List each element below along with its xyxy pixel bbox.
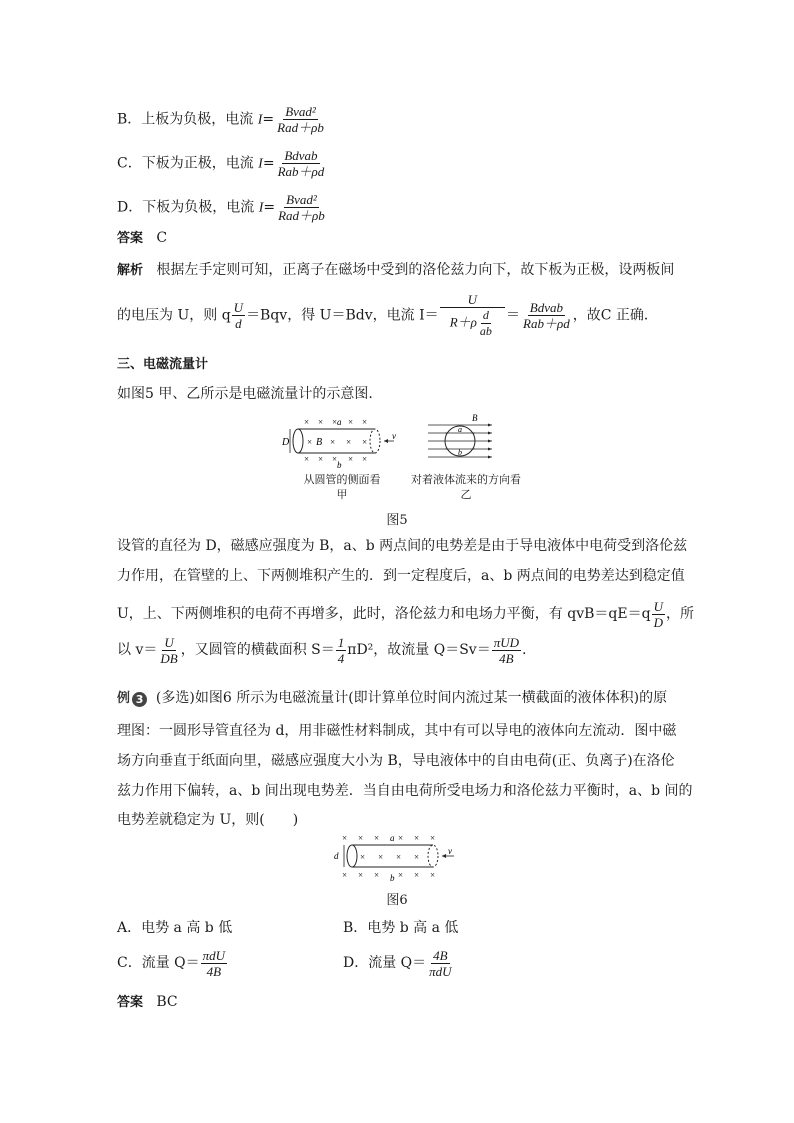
example3-line-5: 电势差就稳定为 U，则( )	[117, 812, 299, 828]
figure-5	[282, 413, 522, 475]
option-c: C．下板为正极，电流 I= $\frac{\text{Bdvab}}{\text{Rab＋ρd}}$	[117, 148, 325, 179]
fig5-label: 图5	[386, 513, 408, 528]
svg-text:×: ×	[332, 417, 338, 427]
svg-text:×: ×	[348, 417, 354, 427]
fig5-side-view	[282, 417, 396, 470]
svg-text:b: b	[390, 873, 395, 883]
svg-text:×: ×	[374, 870, 380, 880]
svg-text:×: ×	[360, 852, 366, 862]
svg-text:×: ×	[342, 833, 348, 843]
svg-text:×: ×	[430, 833, 436, 843]
svg-text:a: a	[458, 425, 462, 434]
example-badge: 例 3	[117, 689, 147, 709]
svg-text:×: ×	[362, 417, 368, 427]
fig5-right-sub: 乙	[460, 488, 472, 501]
svg-text:×: ×	[396, 852, 402, 862]
fig6-label: 图6	[386, 893, 408, 908]
option2-c: C．流量 Q＝ $\frac{\text{πdU}}{4B}$	[117, 947, 226, 979]
svg-text:×: ×	[358, 870, 364, 880]
answer-2: 答案 BC	[117, 994, 178, 1010]
example3-line-1: 例 3 (多选)如图6 所示为电磁流量计(即计算单位时间内流过某一横截面的液体体积)的原	[117, 688, 667, 709]
analysis-line-1: 解析 根据左手定则可知，正离子在磁场中受到的洛伦兹力向下，故下板为正极，设两板间	[117, 262, 675, 278]
fig5-left-caption: 从圆管的侧面看	[303, 473, 381, 486]
fig5-a-label: a	[337, 417, 342, 427]
option2-a: A．电势 a 高 b 低	[117, 920, 233, 936]
example3-line-3: 场方向垂直于纸面向里，磁感应强度大小为 B，导电液体中的自由电荷(正、负离子)在洛伦	[117, 753, 675, 769]
svg-text:×: ×	[374, 833, 380, 843]
svg-text:B: B	[472, 413, 478, 423]
svg-text:×: ×	[304, 454, 310, 464]
svg-text:×: ×	[342, 870, 348, 880]
example3-line-4: 兹力作用下偏转，a、b 间出现电势差．当自由电荷所受电场力和洛伦兹力平衡时，a、b 间的	[117, 783, 693, 799]
svg-text:×: ×	[358, 833, 364, 843]
svg-text:×: ×	[348, 454, 354, 464]
example-number-icon: 3	[132, 692, 147, 707]
svg-text:×: ×	[398, 833, 404, 843]
svg-text:×: ×	[362, 454, 368, 464]
option-d: D．下板为负极，电流 I= $\frac{\text{Bvad²}}{\text{Rad＋ρb}}$	[117, 192, 325, 223]
para-line-3: U，上、下两侧堆积的电荷不再增多，此时，洛伦兹力和电场力平衡，有 qvB＝qE＝q $\frac{U}{D}$ ，所	[117, 598, 694, 630]
example3-line-2: 理图：一圆形导管直径为 d，用非磁性材料制成，其中有可以导电的液体向左流动．图中磁	[117, 723, 677, 739]
option-b: B．上板为负极，电流 I= $\frac{\text{Bvad²}}{\text{Rad＋ρb}}$	[117, 104, 324, 135]
svg-text:b: b	[458, 448, 462, 457]
para-line-4: 以 v＝ $\frac{U}{DB}$ ，又圆管的横截面积 S＝ $\frac{1}{4}$ πD²，故流量 Q＝Sv＝ $\frac{\text{πUD}}{4B}$ .	[117, 634, 527, 666]
option2-d: D．流量 Q＝ $\frac{4B}{\text{πdU}}$	[343, 947, 452, 979]
option-b-fraction: $\frac{\text{Bvad²}}{\text{Rad＋ρb}}$	[277, 104, 324, 135]
option-c-fraction: $\frac{\text{Bdvab}}{\text{Rab＋ρd}}$	[277, 148, 325, 179]
svg-text:×: ×	[414, 852, 420, 862]
svg-text:×: ×	[330, 437, 336, 447]
svg-text:×: ×	[414, 833, 420, 843]
fig5-left-sub: 甲	[336, 488, 348, 501]
svg-text:×: ×	[318, 454, 324, 464]
svg-text:×: ×	[378, 852, 384, 862]
current-fraction: U R＋ρ $\frac{d}{ab}$	[440, 292, 505, 339]
fig6-d-label: d	[334, 851, 339, 861]
answer-1: 答案 C	[117, 230, 168, 246]
svg-text:×: ×	[430, 870, 436, 880]
option2-b: B．电势 b 高 a 低	[343, 920, 459, 936]
section-intro: 如图5 甲、乙所示是电磁流量计的示意图.	[117, 386, 373, 402]
figure-6	[330, 831, 470, 883]
fig5-D-label: D	[282, 437, 290, 448]
svg-text:×: ×	[307, 437, 313, 447]
svg-text:×: ×	[398, 870, 404, 880]
svg-text:×: ×	[362, 437, 368, 447]
svg-text:a: a	[390, 833, 395, 843]
svg-text:×: ×	[346, 437, 352, 447]
fig5-v-label: v	[392, 431, 396, 441]
fig5-front-view	[428, 413, 492, 459]
fig5-B-label: B	[316, 437, 323, 448]
analysis-line-2: 的电压为 U，则 q $\frac{U}{d}$ ＝Bqv，得 U＝Bdv，电流 I＝ U R＋ρ $\frac{d}{ab}$ ＝ $\frac{\text{Bdvab}}{\text{Rab＋ρd}}$ ，故C 正确．	[117, 292, 658, 338]
fig5-b-label: b	[337, 460, 342, 470]
svg-text:×: ×	[318, 417, 324, 427]
fig5-right-caption: 对着液体流来的方向看	[411, 473, 521, 486]
section-heading: 三、电磁流量计	[117, 357, 209, 372]
svg-text:×: ×	[332, 454, 338, 464]
svg-text:×: ×	[414, 870, 420, 880]
svg-text:×: ×	[304, 417, 310, 427]
para-line-1: 设管的直径为 D，磁感应强度为 B，a、b 两点间的电势差是由于导电液体中电荷受到洛伦兹	[117, 538, 688, 554]
para-line-2: 力作用，在管壁的上、下两侧堆积产生的．到一定程度后，a、b 两点间的电势差达到稳定值	[117, 568, 685, 584]
fig6-v-label: v	[448, 846, 452, 856]
option-d-fraction: $\frac{\text{Bvad²}}{\text{Rad＋ρb}}$	[278, 192, 325, 223]
